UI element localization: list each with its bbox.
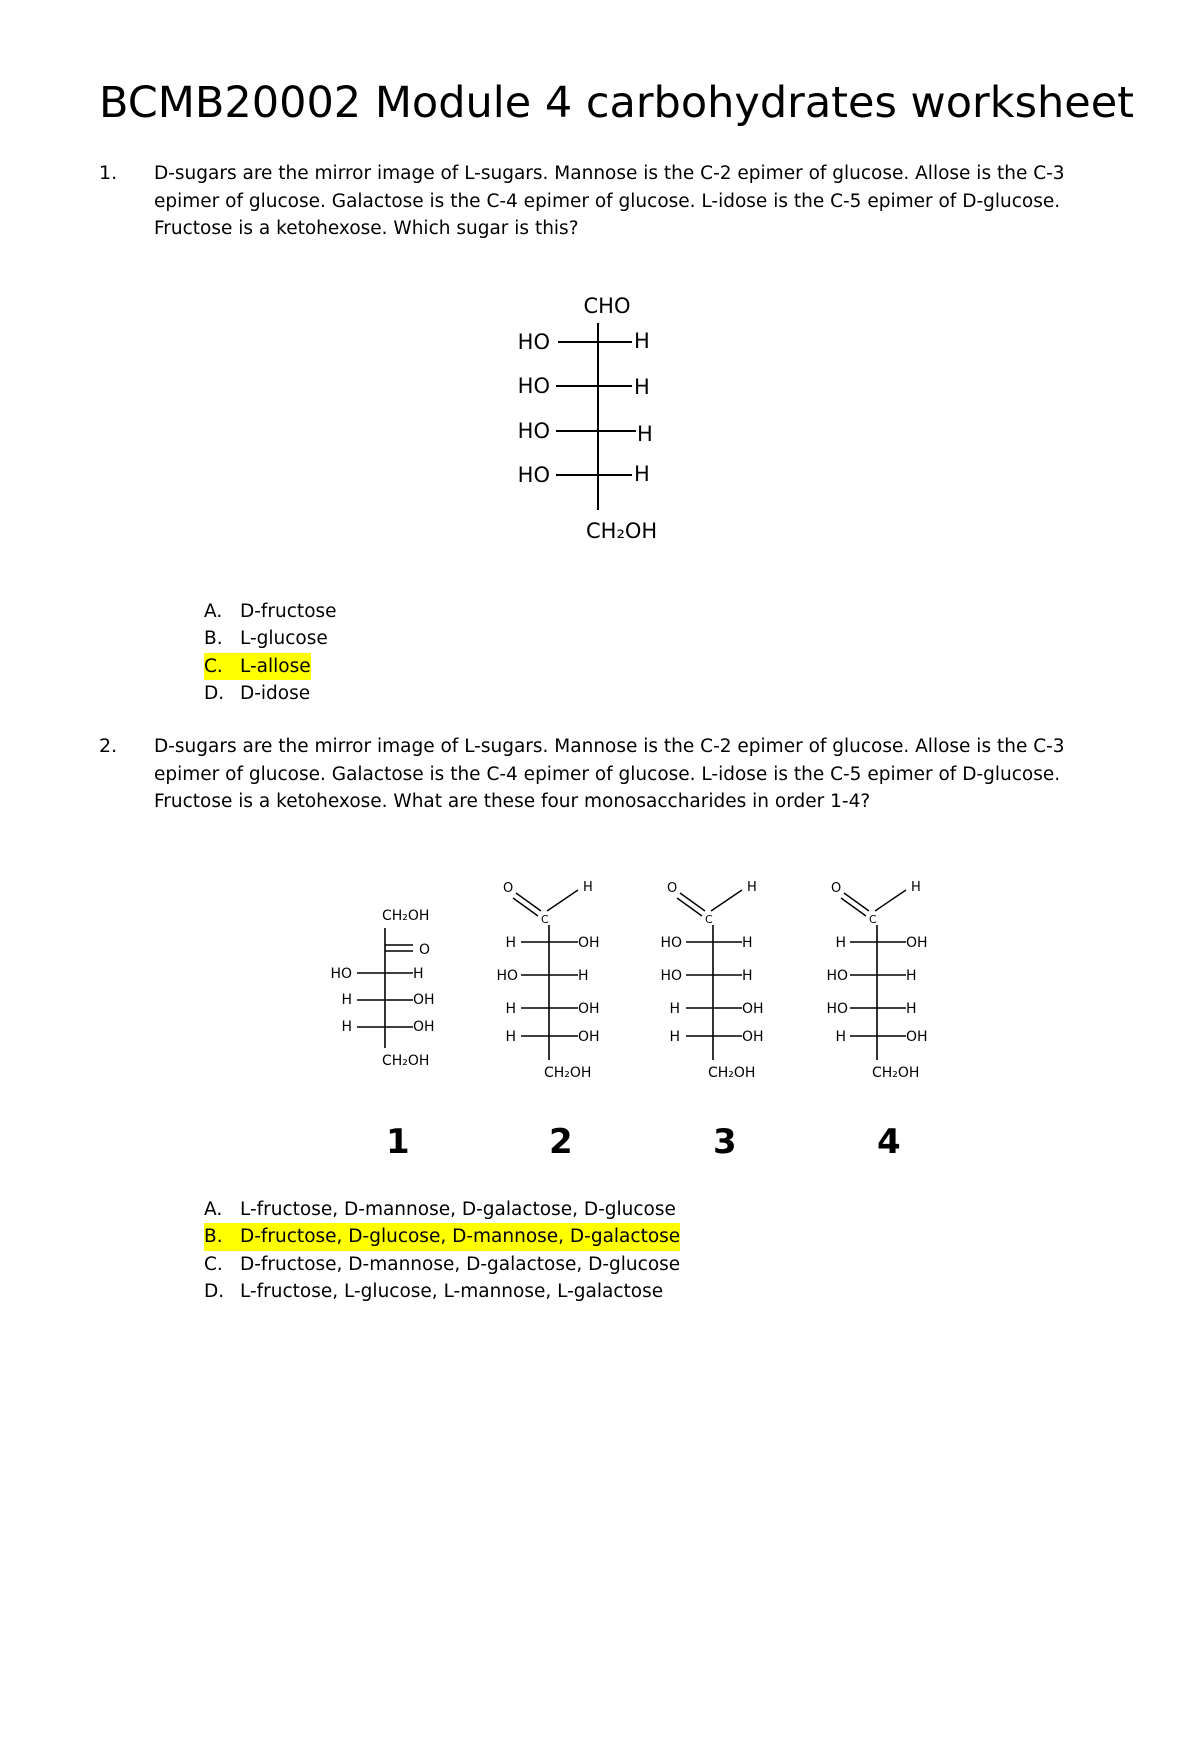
q1-option-c[interactable]: C. L-allose	[204, 653, 311, 680]
svg-text:OH: OH	[742, 1029, 764, 1045]
q2-structure-2	[496, 880, 599, 1081]
question-1-text: D-sugars are the mirror image of L-sugars. Mannose is the C-2 epimer of glucose. Allose is the C-3 epimer of glucose. Galactose is the C-4 epimer of glucose. L-idose is the C-5 epimer of D-glucose. Fructose is a ketohexose. Which sugar is this?	[154, 163, 1065, 239]
svg-text:H: H	[413, 966, 424, 982]
svg-text:CH₂OH: CH₂OH	[708, 1065, 756, 1081]
svg-text:H: H	[634, 375, 650, 399]
svg-text:C: C	[705, 913, 713, 926]
svg-text:O: O	[831, 881, 842, 896]
question-1-number: 1.	[99, 162, 118, 184]
svg-text:H: H	[835, 935, 846, 951]
structure-label-2: 2	[549, 1122, 573, 1162]
q1-option-d[interactable]: D. D-idose	[204, 682, 311, 704]
svg-text:H: H	[906, 1001, 917, 1017]
svg-text:H: H	[341, 992, 352, 1008]
svg-text:HO: HO	[496, 968, 518, 984]
svg-text:OH: OH	[413, 992, 435, 1008]
q2-option-b[interactable]: B. D-fructose, D-glucose, D-mannose, D-galactose	[204, 1223, 680, 1250]
structure-label-4: 4	[877, 1122, 901, 1162]
question-2-text: D-sugars are the mirror image of L-sugars. Mannose is the C-2 epimer of glucose. Allose is the C-3 epimer of glucose. Galactose is the C-4 epimer of glucose. L-idose is the C-5 epimer of D-glucose. Fructose is a ketohexose. What are these four monosaccharides in order 1-4?	[154, 736, 1065, 812]
svg-text:HO: HO	[517, 330, 550, 354]
svg-text:H: H	[578, 968, 589, 984]
svg-text:HO: HO	[517, 463, 550, 487]
svg-text:OH: OH	[578, 1001, 600, 1017]
svg-text:H: H	[911, 880, 921, 895]
q2-structure-4	[826, 880, 927, 1081]
svg-text:H: H	[747, 880, 757, 895]
question-2-number: 2.	[99, 735, 118, 757]
q1-option-a[interactable]: A. D-fructose	[204, 601, 337, 622]
svg-text:H: H	[669, 1001, 680, 1017]
svg-text:CH₂OH: CH₂OH	[872, 1065, 920, 1081]
q2-structure-1	[330, 908, 434, 1069]
structure-label-3: 3	[713, 1122, 737, 1162]
svg-text:HO: HO	[660, 935, 682, 951]
svg-text:H: H	[637, 422, 653, 446]
q2-option-c[interactable]: C. D-fructose, D-mannose, D-galactose, D-glucose	[204, 1253, 681, 1275]
svg-text:O: O	[667, 881, 678, 896]
svg-text:C: C	[869, 913, 877, 926]
q1-top-group: CHO	[583, 294, 631, 318]
svg-text:CH₂OH: CH₂OH	[382, 908, 430, 924]
svg-text:H: H	[906, 968, 917, 984]
svg-text:OH: OH	[742, 1001, 764, 1017]
svg-text:H: H	[835, 1029, 846, 1045]
question-2-options	[204, 1196, 680, 1305]
svg-text:OH: OH	[906, 1029, 928, 1045]
q1-bottom-group: CH₂OH	[586, 519, 658, 543]
svg-text:H: H	[505, 1001, 516, 1017]
svg-text:H: H	[505, 935, 516, 951]
svg-text:H: H	[634, 462, 650, 486]
svg-text:OH: OH	[578, 1029, 600, 1045]
svg-text:CH₂OH: CH₂OH	[382, 1053, 430, 1069]
svg-text:OH: OH	[906, 935, 928, 951]
svg-text:HO: HO	[660, 968, 682, 984]
svg-text:H: H	[742, 968, 753, 984]
svg-text:HO: HO	[826, 968, 848, 984]
svg-text:O: O	[503, 881, 514, 896]
q1-option-b[interactable]: B. L-glucose	[204, 628, 328, 650]
structure-label-1: 1	[386, 1122, 410, 1162]
svg-text:H: H	[742, 935, 753, 951]
svg-text:HO: HO	[517, 374, 550, 398]
svg-text:O: O	[419, 942, 431, 958]
q2-option-a[interactable]: A. L-fructose, D-mannose, D-galactose, D-glucose	[204, 1199, 676, 1220]
svg-text:H: H	[583, 880, 593, 895]
svg-text:OH: OH	[413, 1019, 435, 1035]
svg-text:HO: HO	[517, 419, 550, 443]
svg-text:H: H	[341, 1019, 352, 1035]
svg-text:H: H	[669, 1029, 680, 1045]
svg-text:H: H	[634, 329, 650, 353]
q2-option-d[interactable]: D. L-fructose, L-glucose, L-mannose, L-galactose	[204, 1280, 664, 1302]
svg-text:HO: HO	[826, 1001, 848, 1017]
q2-structure-3	[660, 880, 763, 1081]
svg-text:HO: HO	[330, 966, 352, 982]
svg-text:OH: OH	[578, 935, 600, 951]
svg-text:CH₂OH: CH₂OH	[544, 1065, 592, 1081]
svg-text:C: C	[541, 913, 549, 926]
svg-text:H: H	[505, 1029, 516, 1045]
page-title: BCMB20002 Module 4 carbohydrates worksheet	[99, 78, 1135, 128]
